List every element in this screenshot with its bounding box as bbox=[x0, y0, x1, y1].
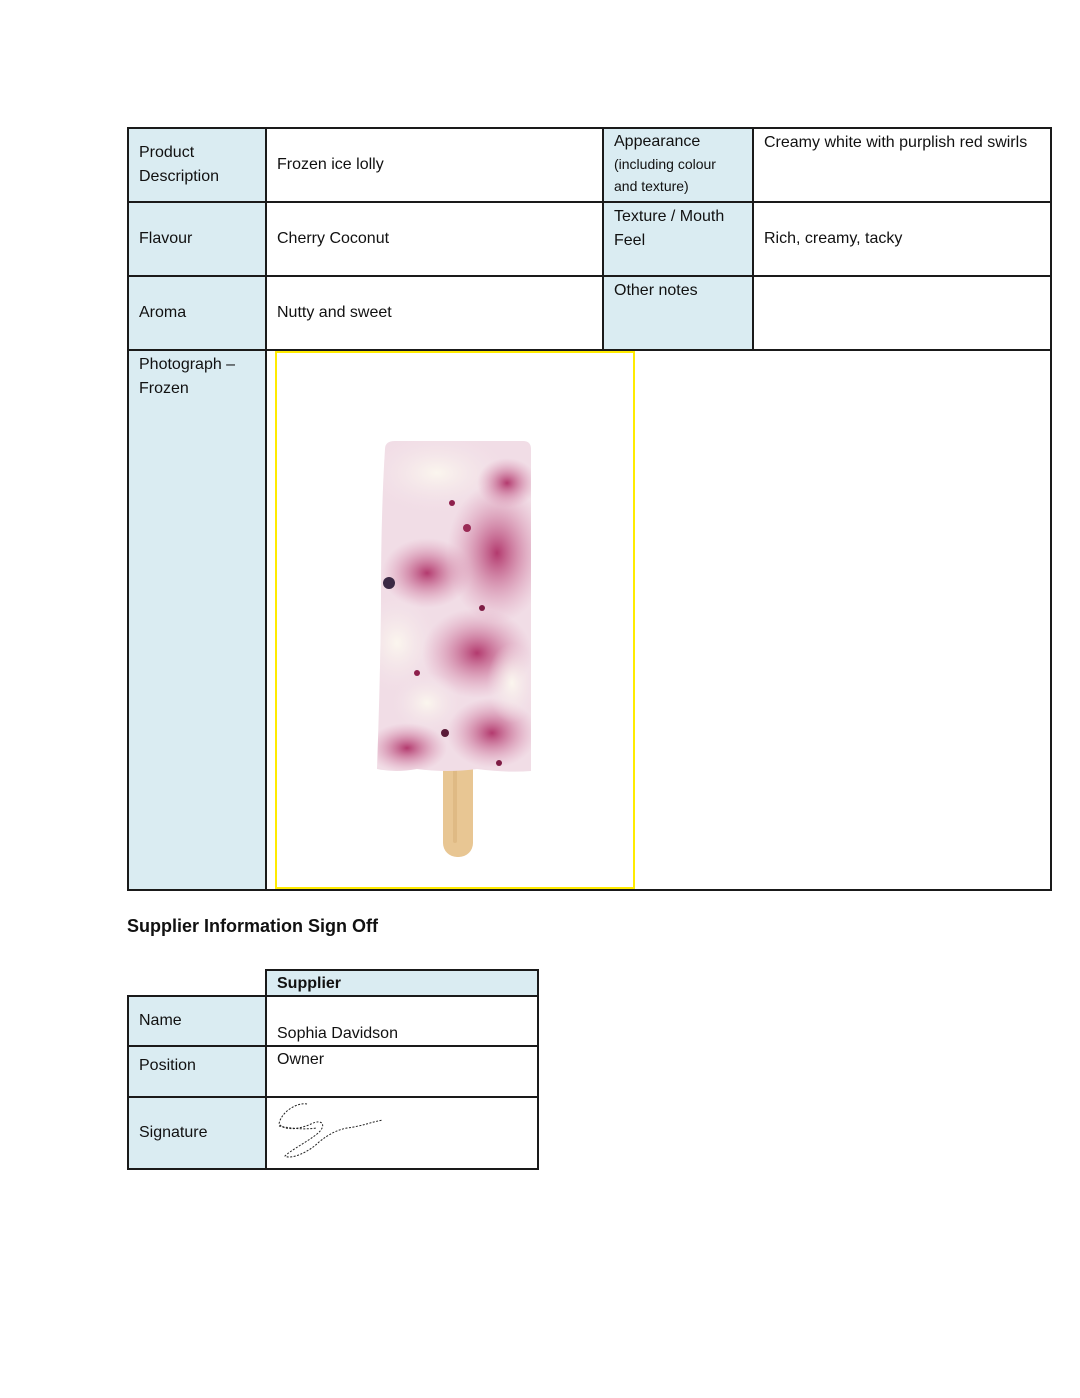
supplier-signoff-table bbox=[127, 969, 539, 1170]
signoff-heading: Supplier Information Sign Off bbox=[127, 916, 378, 936]
supplier-column-header: Supplier bbox=[266, 970, 538, 996]
aroma-value: Nutty and sweet bbox=[266, 276, 603, 350]
position-value: Owner bbox=[266, 1046, 538, 1097]
product-photo bbox=[275, 351, 635, 889]
name-value: Sophia Davidson bbox=[266, 996, 538, 1046]
signoff-row-signature bbox=[128, 1097, 538, 1169]
spec-row-aroma bbox=[128, 276, 1051, 350]
product-description-label: Product Description bbox=[128, 128, 266, 202]
appearance-value: Creamy white with purplish red swirls bbox=[753, 128, 1051, 202]
aroma-label: Aroma bbox=[128, 276, 266, 350]
signoff-header-row bbox=[128, 970, 538, 996]
flavour-value: Cherry Coconut bbox=[266, 202, 603, 276]
ice-lolly-image bbox=[277, 353, 633, 887]
signature-label: Signature bbox=[128, 1097, 266, 1169]
product-description-value: Frozen ice lolly bbox=[266, 128, 603, 202]
texture-value: Rich, creamy, tacky bbox=[753, 202, 1051, 276]
signoff-row-name bbox=[128, 996, 538, 1046]
appearance-label-cell bbox=[603, 128, 753, 202]
photograph-label: Photograph – Frozen bbox=[128, 350, 266, 890]
name-label: Name bbox=[128, 996, 266, 1046]
position-label: Position bbox=[128, 1046, 266, 1097]
spec-row-flavour bbox=[128, 202, 1051, 276]
lolly-body bbox=[357, 433, 547, 783]
spec-row-description bbox=[128, 128, 1051, 202]
appearance-sublabel: (including colour and texture) bbox=[614, 156, 716, 194]
texture-label: Texture / Mouth Feel bbox=[603, 202, 753, 276]
appearance-label: Appearance bbox=[614, 133, 701, 150]
other-notes-value bbox=[753, 276, 1051, 350]
signoff-row-position bbox=[128, 1046, 538, 1097]
other-notes-label: Other notes bbox=[603, 276, 753, 350]
signoff-header-blank bbox=[128, 970, 266, 996]
signature-image bbox=[267, 1098, 537, 1161]
signature-cell bbox=[266, 1097, 538, 1169]
flavour-label: Flavour bbox=[128, 202, 266, 276]
